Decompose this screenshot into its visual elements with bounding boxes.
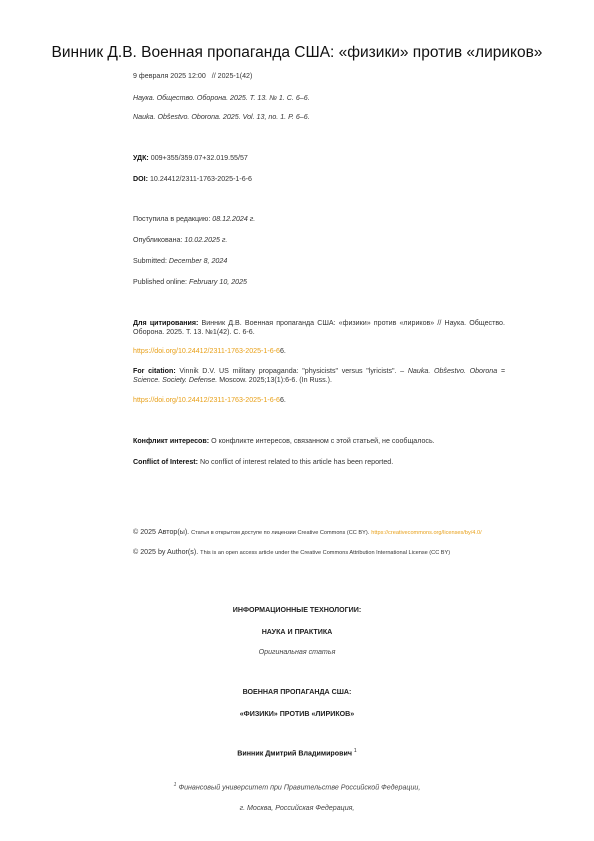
citation-ru [133, 319, 505, 337]
journal-ref-ru: Наука. Общество. Оборона. 2025. Т. 13. № 1. С. 6–6. [133, 94, 310, 102]
affiliation-marker: 1 [173, 782, 177, 788]
conflict-en-label: Conflict of Interest: [133, 458, 199, 466]
doi-value: 10.24412/2311-1763-2025-1-6-6 [149, 175, 252, 183]
submitted-value: December 8, 2024 [168, 257, 228, 265]
publication-date: 9 февраля 2025 12:00 [133, 72, 206, 80]
citation-ru-doi [133, 347, 505, 356]
udk-label: УДК: [133, 154, 149, 162]
conflict-en [133, 458, 505, 467]
affiliation-line2: г. Москва, Российская Федерация, [239, 804, 355, 812]
submitted-line [133, 257, 505, 266]
conflict-ru [133, 437, 505, 446]
citation-en-doi-link[interactable]: https://doi.org/10.24412/2311-1763-2025-1-6-6 [133, 396, 280, 404]
citation-ru-text: Винник Д.В. Военная пропаганда США: «физики» против «лириков» // Наука. Общество. Оборона. 2025. Т. 13. №1(42). С. 6-6. [133, 319, 505, 337]
journal-ref-en: Nauka. Obŝestvo. Oborona. 2025. Vol. 13, no. 1. P. 6–6. [133, 113, 310, 121]
license-ru-text: Статья в открытом доступе по лицензии Creative Commons (CC BY). [191, 530, 370, 536]
citation-en-journal: Nauka. Obŝestvo. Oborona = Science. Society. Defense. [133, 367, 505, 385]
license-ru-prefix: © 2025 Автор(ы). [133, 528, 190, 536]
published-online-label: Published online: [133, 278, 188, 286]
article-type: Оригинальная статья [258, 648, 336, 656]
published-line [133, 236, 505, 245]
license-ru [133, 528, 533, 538]
submitted-label: Submitted: [133, 257, 167, 265]
article-title-line1: ВОЕННАЯ ПРОПАГАНДА США: [242, 688, 352, 696]
page-title: Винник Д.В. Военная пропаганда США: «физики» против «лириков» [51, 44, 543, 61]
section-title-line2: НАУКА И ПРАКТИКА [261, 628, 333, 636]
citation-ru-doi-link[interactable]: https://doi.org/10.24412/2311-1763-2025-1-6-6 [133, 347, 280, 355]
citation-en [133, 367, 505, 385]
affiliation-line1 [0, 782, 594, 791]
license-en-prefix: © 2025 by Author(s). [133, 548, 199, 556]
published-online-line [133, 278, 505, 287]
citation-en-doi [133, 396, 505, 405]
conflict-ru-label: Конфликт интересов: [133, 437, 210, 445]
license-en-text: This is an open access article under the Creative Commons Attribution International License (CC BY) [200, 550, 451, 556]
received-value: 08.12.2024 г. [212, 215, 256, 223]
doi-label: DOI: [133, 175, 148, 183]
udk-value: 009+355/359.07+32.019.55/57 [150, 154, 248, 162]
citation-en-doi-suffix: 6. [279, 396, 286, 404]
conflict-en-text: No conflict of interest related to this article has been reported. [200, 458, 394, 466]
author-name: Винник Дмитрий Владимирович [237, 749, 352, 758]
udk-line [133, 154, 505, 163]
received-label: Поступила в редакцию: [133, 215, 211, 223]
publication-date-line [133, 72, 505, 81]
citation-ru-label: Для цитирования: [133, 319, 199, 327]
published-label: Опубликована: [133, 236, 183, 244]
doi-line [133, 175, 505, 184]
license-ru-link[interactable]: https://creativecommons.org/licenses/by/4.0/ [371, 530, 482, 536]
received-line [133, 215, 505, 224]
issue-number: // 2025-1(42) [211, 72, 253, 80]
citation-ru-doi-suffix: 6. [279, 347, 286, 355]
affiliation-text-1: Финансовый университет при Правительстве Российской Федерации, [178, 783, 421, 792]
published-value: 10.02.2025 г. [184, 236, 228, 244]
section-title-line1: ИНФОРМАЦИОННЫЕ ТЕХНОЛОГИИ: [232, 606, 362, 614]
citation-en-text-b: Moscow. 2025;13(1):6-6. (In Russ.). [217, 376, 332, 385]
author-line [0, 748, 594, 757]
published-online-value: February 10, 2025 [189, 278, 247, 286]
citation-en-text-a: Vinnik D.V. US military propaganda: "physicists" versus "lyricists". – [179, 367, 408, 375]
license-en [133, 548, 533, 558]
article-title-line2: «ФИЗИКИ» ПРОТИВ «ЛИРИКОВ» [239, 710, 355, 718]
citation-en-label: For citation: [133, 367, 176, 375]
author-affiliation-marker: 1 [353, 748, 357, 754]
conflict-ru-text: О конфликте интересов, связанном с этой статьей, не сообщалось. [211, 437, 435, 445]
